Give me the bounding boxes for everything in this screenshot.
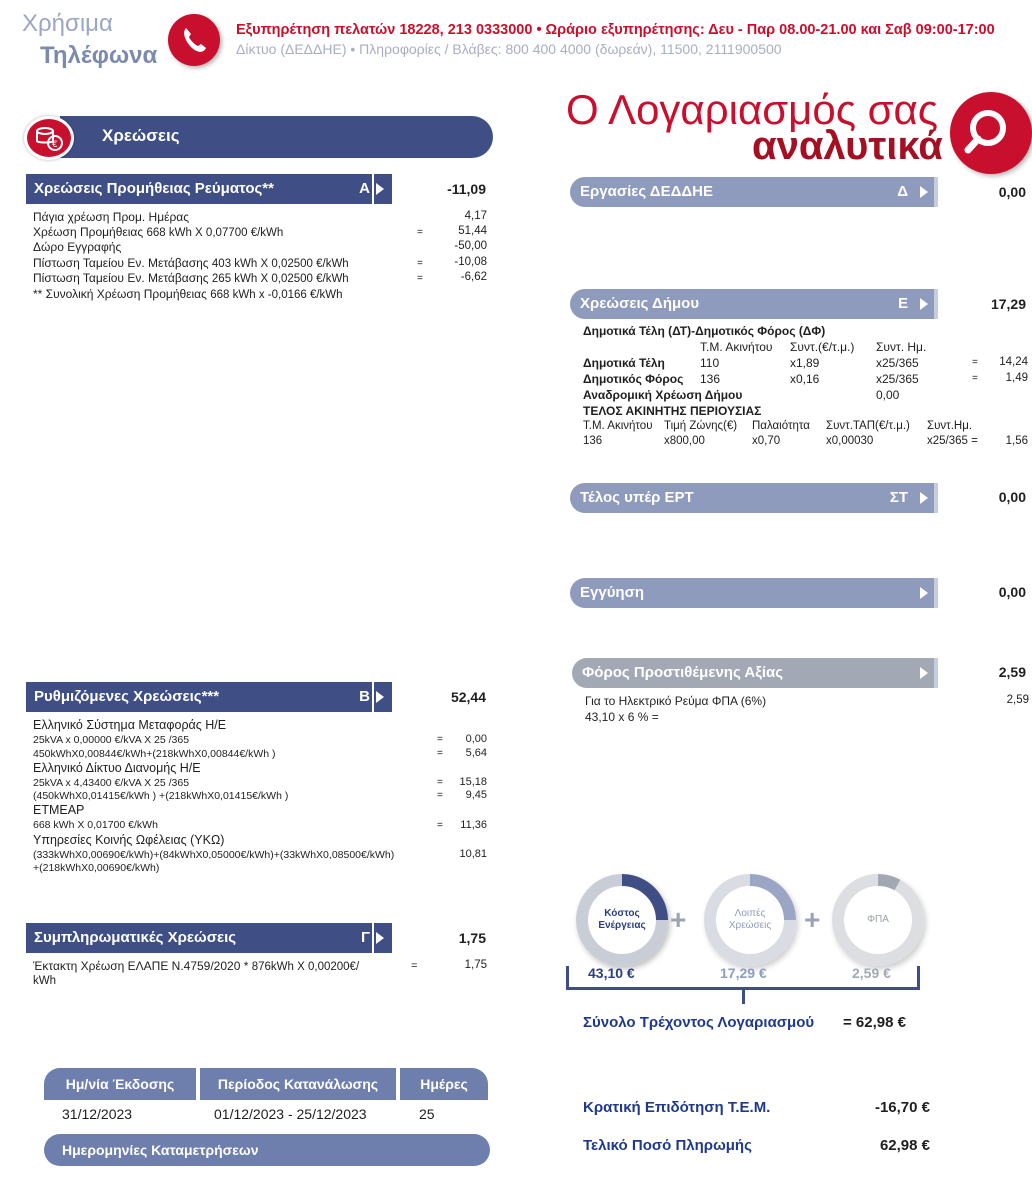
supply-row: Πάγια χρέωση Προμ. Ημέρας: [33, 210, 190, 224]
supply-charges-bar[interactable]: [26, 174, 392, 204]
page-title: Ο Λογαριασμός σας: [566, 86, 939, 133]
issue-date: 31/12/2023: [62, 1106, 133, 1122]
regulated-value: 9,45: [465, 789, 487, 801]
regulated-detail: 450kWhX0,00844€/kWh+(218kWhX0,00844€/kWh ): [33, 748, 276, 760]
supply-row: Χρέωση Προμήθειας 668 kWh X 0,07700 €/kWh: [33, 225, 284, 239]
property-cell: x0,70: [752, 435, 781, 447]
regulated-charges-bar[interactable]: [26, 682, 392, 712]
supplementary-code: Γ: [360, 929, 370, 946]
supplementary-row: Έκτακτη Χρέωση ΕΛΑΠΕ Ν.4759/2020 * 876kWh X 0,00200€/: [33, 959, 360, 973]
regulated-section-title: Ελληνικό Δίκτυο Διανομής Η/Ε: [33, 761, 201, 775]
regulated-value: 15,18: [459, 776, 487, 788]
regulated-section-title: Ελληνικό Σύστημα Μεταφοράς Η/Ε: [33, 718, 227, 732]
regulated-detail: 25kVA x 0,00000 €/kVA X 25 /365: [33, 734, 190, 746]
expand-arrow-icon: [376, 691, 384, 703]
supply-row-value: -50,00: [454, 240, 487, 252]
supply-code: Α: [359, 180, 370, 197]
expand-arrow-icon: [920, 587, 928, 599]
expand-arrow-icon: [376, 183, 384, 195]
municipal-fees-label: Δημοτικά Τέλη: [583, 356, 665, 370]
ert-fee-bar[interactable]: [570, 483, 938, 513]
subsidy-label: Κρατική Επιδότηση Τ.Ε.Μ.: [583, 1099, 771, 1116]
current-bill-total-value: = 62,98 €: [843, 1014, 906, 1031]
other-charges-value: 17,29 €: [720, 965, 767, 981]
retroactive-label: Αναδρομική Χρέωση Δήμου: [583, 388, 743, 402]
supply-row: Πίστωση Ταμείου Εν. Μετάβασης 403 kWh X 0,02500 €/kWh: [33, 256, 349, 270]
equals-sign: =: [417, 273, 423, 284]
supplementary-charges-bar[interactable]: [26, 923, 392, 953]
equals-sign: =: [417, 227, 423, 238]
bar-separator: [934, 177, 938, 207]
supply-charges-title: Χρεώσεις Προμήθειας Ρεύματος**: [34, 180, 274, 197]
subsidy-value: -16,70 €: [874, 1099, 930, 1116]
supplementary-value: 1,75: [464, 959, 487, 971]
municipal-col-header: Συντ. Ημ.: [876, 340, 927, 354]
regulated-value: 5,64: [465, 747, 487, 759]
property-cell: 136: [583, 435, 603, 447]
property-col-header: Συντ.ΤΑΠ(€/τ.μ.): [826, 420, 910, 432]
page-title-emphasis: αναλυτικά: [752, 124, 943, 168]
supply-row: Πίστωση Ταμείου Εν. Μετάβασης 265 kWh X 0,02500 €/kWh: [33, 271, 349, 285]
equals-sign: =: [437, 748, 443, 759]
final-payment-label: Τελικό Ποσό Πληρωμής: [583, 1137, 752, 1154]
property-col-header: Παλαιότητα: [752, 420, 810, 432]
supply-row-value: 4,17: [464, 210, 487, 222]
other-charges-ring-label: Λοιπές Χρεώσεις: [716, 886, 784, 954]
municipal-cell: x1,89: [790, 356, 820, 370]
property-cell: x0,00030: [826, 435, 874, 447]
municipal-total: 17,29: [990, 296, 1026, 312]
guarantee-bar[interactable]: [570, 578, 938, 608]
supplementary-charges-title: Συμπληρωματικές Χρεώσεις: [34, 929, 237, 946]
equals-sign: =: [437, 790, 443, 801]
supplementary-row-cont: kWh: [33, 975, 56, 987]
vat-row-detail: 43,10 x 6 % =: [585, 710, 659, 724]
deddie-works-title: Εργασίες ΔΕΔΔΗΕ: [580, 183, 713, 200]
municipal-col-header: Τ.Μ. Ακινήτου: [700, 340, 773, 354]
municipal-col-header: Συντ.(€/τ.μ.): [790, 340, 855, 354]
magnifier-icon: [950, 92, 1032, 174]
vat-ring-label: ΦΠΑ: [844, 886, 912, 954]
bar-separator: [934, 578, 938, 608]
bar-separator: [934, 483, 938, 513]
bar-separator: [372, 682, 374, 712]
equals-sign: =: [411, 960, 418, 972]
deddie-code: Δ: [897, 183, 908, 200]
consumption-period: 01/12/2023 - 25/12/2023: [214, 1106, 367, 1122]
expand-arrow-icon: [920, 186, 928, 198]
guarantee-title: Εγγύηση: [580, 584, 645, 601]
phone-icon: [168, 14, 220, 66]
charges-title: Χρεώσεις: [102, 126, 180, 145]
phones-label: Τηλέφωνα: [40, 42, 158, 69]
summary-bracket-stem: [742, 990, 745, 1004]
vat-summary-value: 2,59 €: [852, 965, 891, 981]
deddie-works-bar[interactable]: [570, 177, 938, 207]
charges-coins-icon: [24, 116, 74, 160]
supply-row-value: 51,44: [458, 225, 487, 237]
property-cell: x800,00: [664, 435, 705, 447]
ert-code: ΣΤ: [889, 489, 908, 506]
energy-cost-ring: [576, 874, 668, 966]
municipal-cell: x0,16: [790, 372, 820, 386]
regulated-value: 0,00: [465, 733, 487, 745]
property-tax-title: ΤΕΛΟΣ ΑΚΙΝΗΤΗΣ ΠΕΡΙΟΥΣΙΑΣ: [583, 404, 762, 418]
summary-bracket: [566, 966, 920, 990]
municipal-subtitle: Δημοτικά Τέλη (ΔΤ)-Δημοτικός Φόρος (ΔΦ): [583, 324, 826, 338]
municipal-charges-title: Χρεώσεις Δήμου: [580, 295, 700, 312]
regulated-detail: 25kVA x 4,43400 €/kVA X 25 /365: [33, 777, 190, 789]
supply-total: -11,09: [447, 181, 486, 197]
network-info-line: Δίκτυο (ΔΕΔΔΗΕ) • Πληροφορίες / Βλάβες: 800 400 4000 (δωρεάν), 11500, 2111900500: [236, 41, 782, 57]
property-tax-value: 1,56: [1005, 435, 1028, 447]
days-header: Ημέρες: [400, 1068, 488, 1100]
municipal-value: 1,49: [1005, 372, 1028, 384]
municipal-value: 14,24: [999, 356, 1028, 368]
regulated-section-title: ΕΤΜΕΑΡ: [33, 803, 85, 817]
bar-separator: [372, 923, 374, 953]
vat-ring: [832, 874, 924, 966]
regulated-detail: +(218kWhX0,00690€/kWh): [33, 862, 160, 874]
regulated-detail: (450kWhX0,01415€/kWh ) +(218kWhX0,01415€/kWh ): [33, 790, 289, 802]
days-count: 25: [419, 1106, 435, 1122]
expand-arrow-icon: [920, 492, 928, 504]
ert-total: 0,00: [998, 489, 1026, 505]
regulated-detail: 668 kWh X 0,01700 €/kWh: [33, 819, 158, 831]
property-col-header: Τιμή Ζώνης(€): [664, 420, 738, 432]
guarantee-total: 0,00: [998, 584, 1026, 600]
equals-sign: =: [972, 357, 978, 368]
consumption-period-header: Περίοδος Κατανάλωσης: [200, 1068, 396, 1100]
vat-total: 2,59: [998, 664, 1026, 680]
municipal-cell: 110: [700, 356, 720, 370]
svg-text:€: €: [52, 140, 58, 150]
property-cell: x25/365 =: [927, 435, 978, 447]
current-bill-total-label: Σύνολο Τρέχοντος Λογαριασμού: [583, 1014, 815, 1031]
municipal-cell: 136: [700, 372, 721, 386]
supply-row: ** Συνολική Χρέωση Προμήθειας 668 kWh x -0,0166 €/kWh: [33, 287, 343, 301]
equals-sign: =: [417, 258, 423, 269]
expand-arrow-icon: [920, 298, 928, 310]
regulated-detail: (333kWhX0,00690€/kWh)+(84kWhX0,05000€/kWh)+(33kWhX0,08500€/kWh): [33, 849, 395, 861]
ert-fee-title: Τέλος υπέρ ΕΡΤ: [580, 489, 694, 506]
regulated-total: 52,44: [450, 689, 486, 705]
bar-separator: [934, 289, 938, 319]
expand-arrow-icon: [920, 667, 928, 679]
equals-sign: =: [437, 734, 443, 745]
vat-title: Φόρος Προστιθέμενης Αξίας: [582, 664, 784, 681]
vat-row-value: 2,59: [1006, 694, 1029, 706]
vat-row: Για το Ηλεκτρικό Ρεύμα ΦΠΑ (6%): [585, 694, 767, 708]
plus-sign: +: [804, 904, 821, 935]
regulated-charges-title: Ρυθμιζόμενες Χρεώσεις***: [34, 688, 220, 705]
retroactive-value: 0,00: [876, 388, 900, 402]
deddie-total: 0,00: [998, 184, 1026, 200]
useful-phones-label: Χρήσιμα: [22, 10, 113, 37]
energy-cost-value: 43,10 €: [588, 965, 635, 981]
regulated-section-title: Υπηρεσίες Κοινής Ωφέλειας (ΥΚΩ): [33, 833, 225, 847]
customer-service-line: Εξυπηρέτηση πελατών 18228, 213 0333000 • Ωράριο εξυπηρέτησης: Δευ - Παρ 08.00-21.00 και Σαβ 09:00-17:00: [236, 22, 995, 38]
property-col-header: Συντ.Ημ.: [927, 420, 973, 432]
supplementary-total: 1,75: [458, 930, 486, 946]
regulated-value: 10,81: [459, 848, 487, 860]
bar-separator: [934, 658, 938, 688]
regulated-code: Β: [359, 688, 370, 705]
vat-bar[interactable]: [572, 658, 938, 688]
bar-separator: [372, 174, 374, 204]
municipal-charges-bar[interactable]: [570, 289, 938, 319]
issue-date-header: Ημ/νία Έκδοσης: [44, 1068, 196, 1100]
regulated-value: 11,36: [460, 819, 487, 831]
property-col-header: Τ.Μ. Ακινήτου: [583, 420, 653, 432]
supply-row-value: -10,08: [454, 256, 487, 268]
expand-arrow-icon: [376, 932, 384, 944]
other-charges-ring: [704, 874, 796, 966]
plus-sign: +: [670, 904, 687, 935]
municipal-tax-label: Δημοτικός Φόρος: [583, 372, 684, 386]
supply-row-value: -6,62: [460, 271, 487, 283]
energy-cost-ring-label: Κόστος Ενέργειας: [588, 886, 656, 954]
municipal-cell: x25/365: [876, 372, 919, 386]
municipal-cell: x25/365: [876, 356, 919, 370]
municipal-code: Ε: [897, 295, 908, 312]
equals-sign: =: [972, 373, 978, 384]
meter-reading-dates-bar[interactable]: Ημερομηνίες Καταμετρήσεων: [44, 1134, 490, 1166]
equals-sign: =: [437, 777, 443, 788]
supply-row: Δώρο Εγγραφής: [33, 240, 122, 254]
equals-sign: =: [437, 820, 443, 831]
final-payment-value: 62,98 €: [879, 1137, 930, 1154]
